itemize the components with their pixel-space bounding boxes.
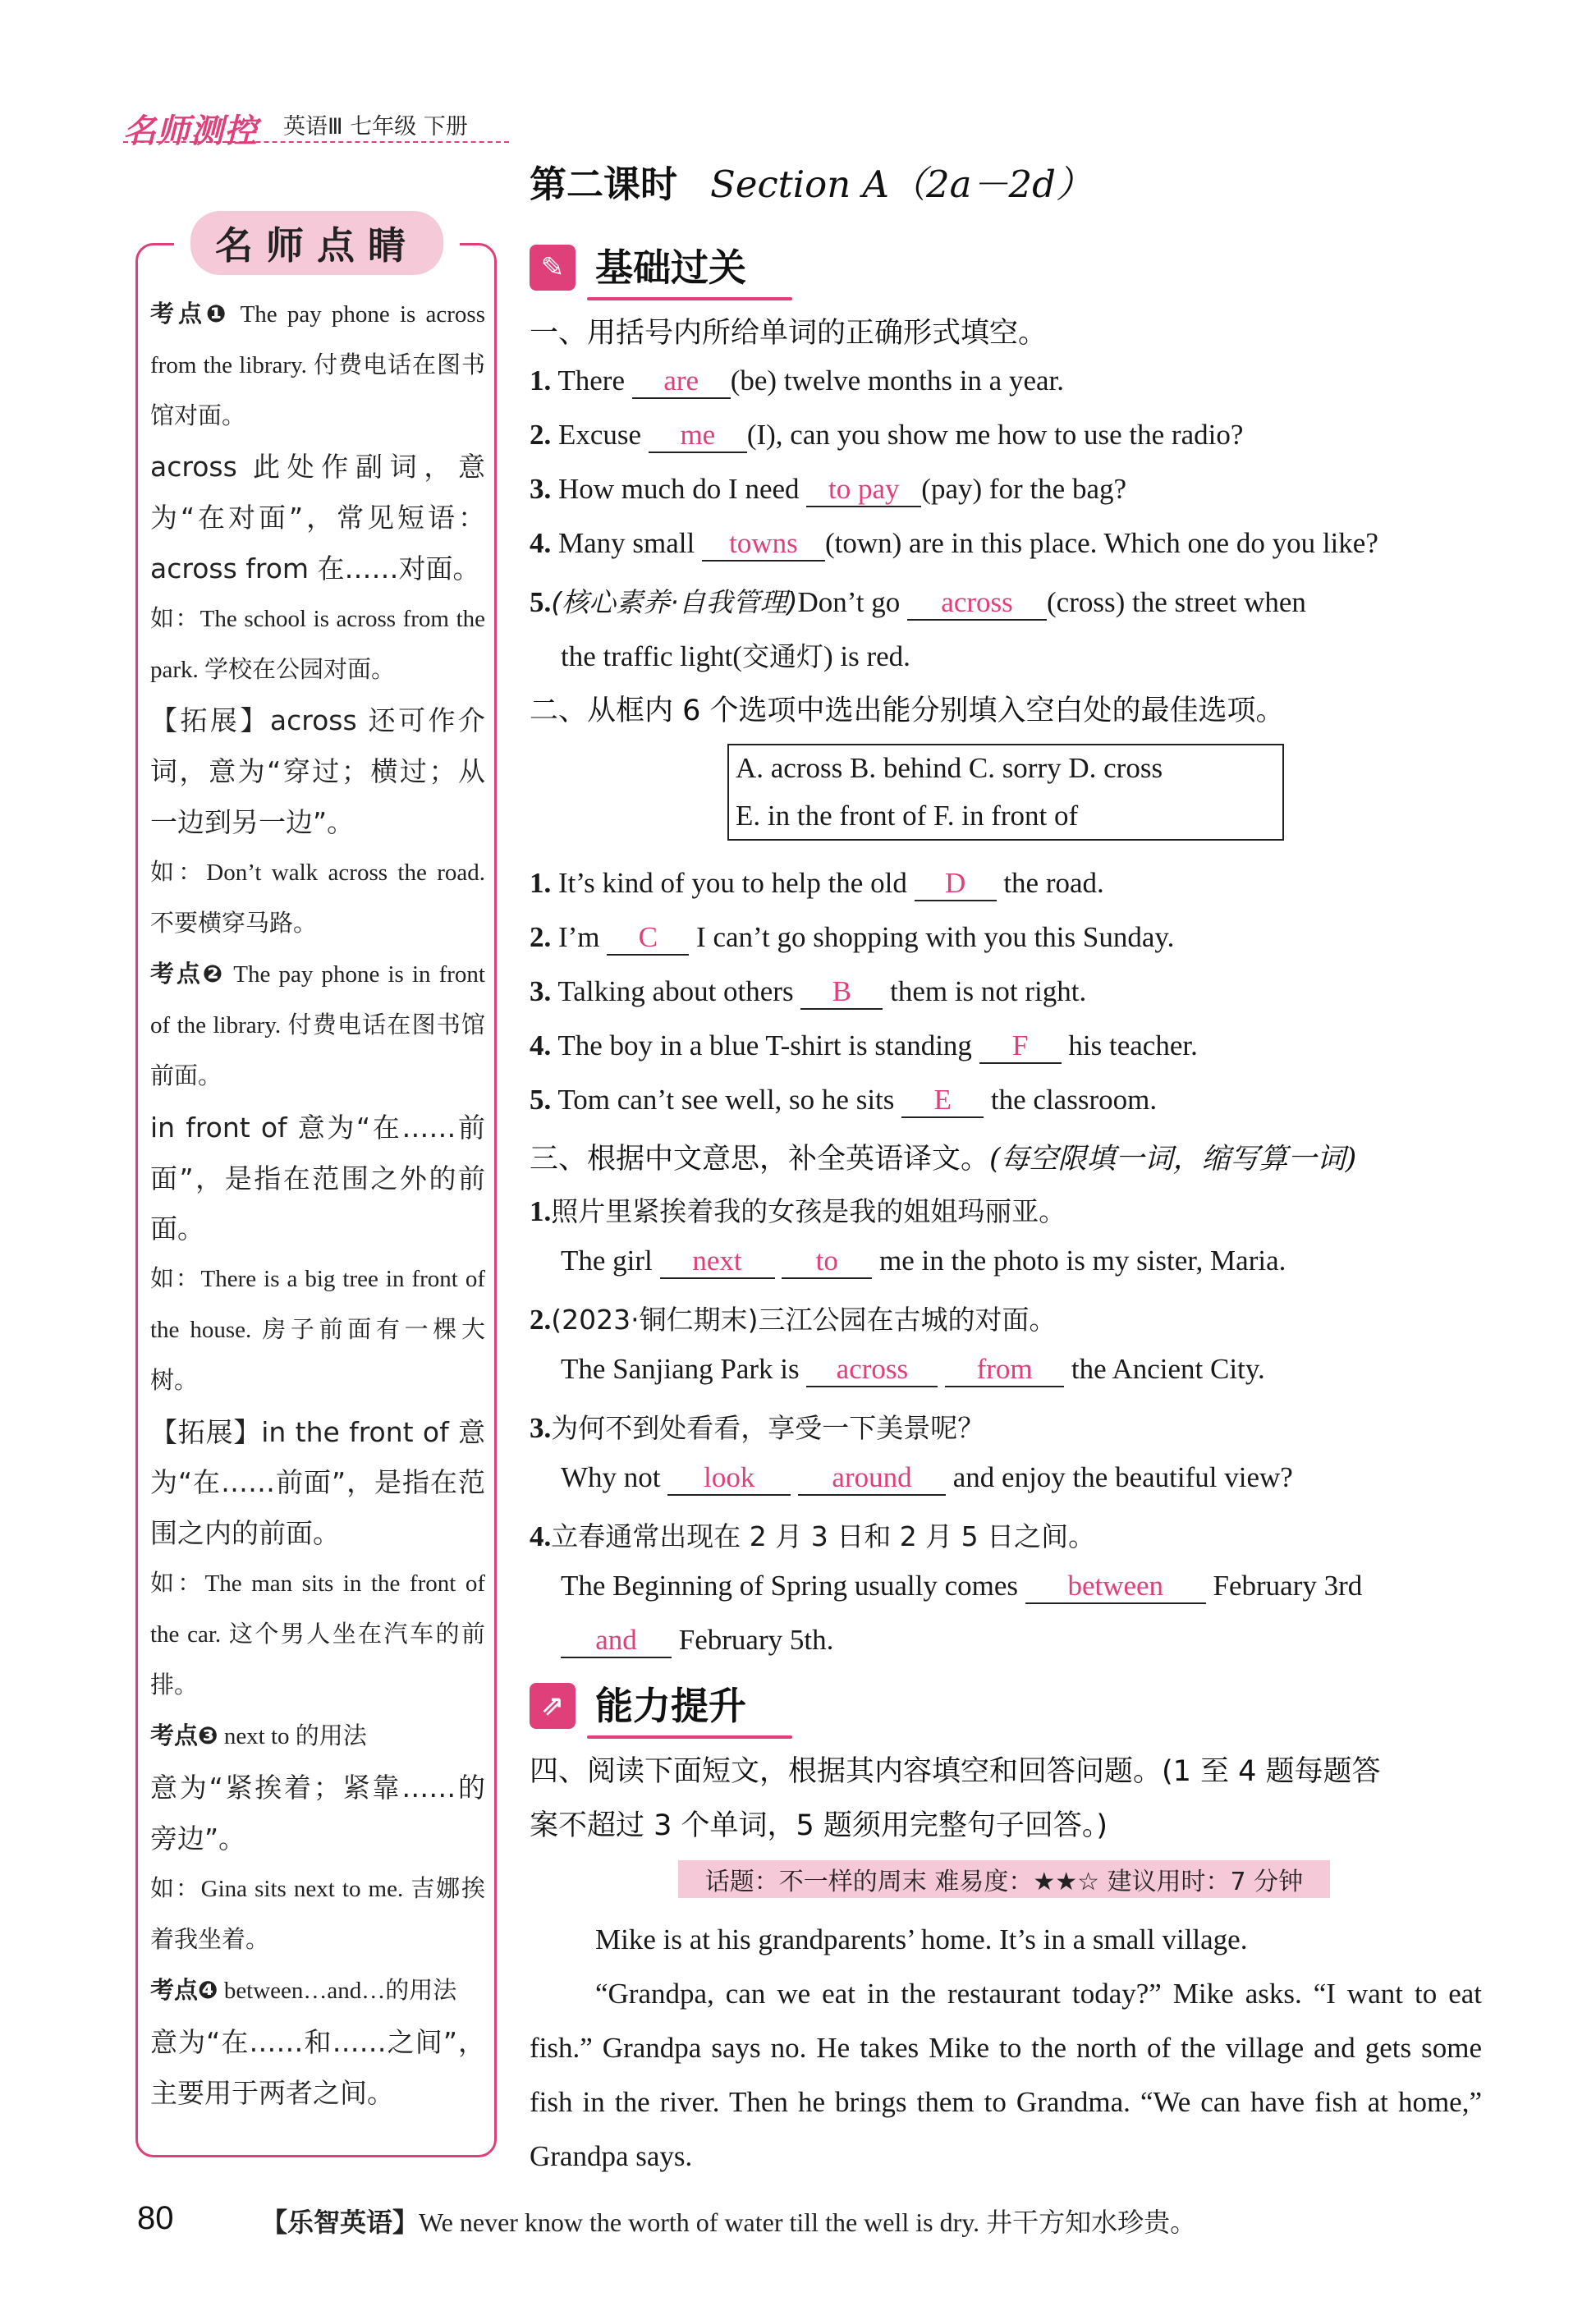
answer-blank[interactable]: towns	[702, 528, 825, 562]
part3-q2-en: The Sanjiang Park is across from the Ancient City.	[561, 1353, 1265, 1387]
answer-blank[interactable]: B	[800, 976, 883, 1010]
book-subject: 英语Ⅲ 七年级 下册	[283, 114, 468, 140]
options-row-2: E. in the front of F. in front of	[736, 800, 1079, 832]
section-basic-title: 基础过关	[595, 238, 746, 297]
answer-blank[interactable]: E	[901, 1084, 984, 1118]
reading-topic-bar: 话题：不一样的周末 难易度：★★☆ 建议用时：7 分钟	[678, 1860, 1330, 1898]
answer-blank[interactable]: look	[667, 1462, 791, 1496]
answer-blank[interactable]: to pay	[806, 474, 921, 507]
answer-blank[interactable]: across	[907, 587, 1047, 621]
point-4-label: 考点❹	[150, 1976, 218, 2005]
answer-blank[interactable]: are	[632, 365, 731, 399]
section-basic-header	[530, 238, 746, 297]
part3-q3-cn: 3.为何不到处看看，享受一下美景呢？	[530, 1412, 985, 1444]
section-advanced-header	[530, 1676, 746, 1735]
answer-blank[interactable]: F	[979, 1030, 1062, 1064]
options-box	[727, 744, 1284, 841]
part1-q2: 2. Excuse me (I), can you show me how to use the radio?	[530, 419, 1243, 453]
sidebar-title-pill: 名师点睛	[190, 211, 443, 275]
answer-blank[interactable]: C	[607, 922, 689, 956]
footer-quote: 【乐智英语】We never know the worth of water till the well is dry. 井干方知水珍贵。	[261, 2207, 1197, 2238]
answer-blank[interactable]: across	[806, 1354, 938, 1387]
part3-q1-cn: 1.照片里紧挨着我的女孩是我的姐姐玛丽亚。	[530, 1195, 1066, 1227]
sidebar-title	[174, 213, 460, 273]
growth-chart-icon: ⇗	[530, 1683, 576, 1729]
note-text: in front of 意为“在……前面”，是指在范围之外的前面。	[150, 1111, 485, 1245]
lesson-title-en: Section A（2a－2d）	[710, 163, 1093, 206]
part1-q5-cont: the traffic light(交通灯) is red.	[561, 640, 910, 672]
note-example: 如：There is a big tree in front of the house. 房子前面有一棵大树。	[150, 1266, 485, 1394]
note-point-1: 考点❶ The pay phone is across from the library. 付费电话在图书馆对面。	[150, 300, 485, 429]
part2-heading: 二、从框内 6 个选项中选出能分别填入空白处的最佳选项。	[530, 695, 1285, 727]
part3-q4-cn: 4.立春通常出现在 2 月 3 日和 2 月 5 日之间。	[530, 1520, 1096, 1552]
part1-heading: 一、用括号内所给单词的正确形式填空。	[530, 317, 1048, 350]
note-extension: 【拓展】across 还可作介词，意为“穿过；横过；从一边到另一边”。	[150, 704, 485, 838]
note-example: 如：The man sits in the front of the car. 这个男人坐在汽车的前排。	[150, 1570, 485, 1699]
part1-q4: 4. Many small towns (town) are in this place. Which one do you like?	[530, 527, 1378, 562]
note-example: 如：Don’t walk across the road. 不要横穿马路。	[150, 859, 485, 937]
lesson-title	[530, 154, 1093, 208]
part1-q1: 1. There are (be) twelve months in a year.	[530, 364, 1064, 399]
sidebar-notes	[150, 289, 485, 2119]
answer-blank[interactable]: to	[782, 1245, 872, 1279]
answer-blank[interactable]: around	[798, 1462, 946, 1496]
point-2-label: 考点❷	[150, 960, 226, 988]
answer-blank[interactable]: D	[915, 868, 997, 901]
part1-q3: 3. How much do I need to pay (pay) for the bag?	[530, 473, 1126, 507]
part2-q1: 1. It’s kind of you to help the old D the road.	[530, 867, 1104, 901]
series-logo: 名师测控	[123, 112, 258, 150]
page-number: 80	[137, 2200, 174, 2236]
header-divider	[123, 141, 509, 143]
part2-q3: 3. Talking about others B them is not right.	[530, 975, 1086, 1010]
note-point-3: 考点❸ next to 的用法	[150, 1721, 367, 1750]
point-1-label: 考点❶	[150, 300, 231, 328]
options-row-1: A. across B. behind C. sorry D. cross	[736, 752, 1163, 784]
note-text: 意为“在……和……之间”，主要用于两者之间。	[150, 2026, 485, 2109]
note-example: 如：The school is across from the park. 学校在公园对面。	[150, 605, 485, 683]
footer-brand: 【乐智英语】	[261, 2207, 420, 2238]
note-point-4: 考点❹ between…and…的用法	[150, 1976, 457, 2005]
part3-q2-cn: 2.(2023·铜仁期末)三江公园在古城的对面。	[530, 1304, 1057, 1336]
note-point-2: 考点❷ The pay phone is in front of the library. 付费电话在图书馆前面。	[150, 960, 485, 1089]
answer-blank[interactable]: between	[1025, 1570, 1206, 1604]
reading-passage	[530, 1913, 1482, 2184]
answer-blank[interactable]: and	[561, 1625, 672, 1658]
part3-q3-en: Why not look around and enjoy the beautiful view?	[561, 1461, 1293, 1496]
part1-q5: 5.(核心素养·自我管理)Don’t go across (cross) the street when	[530, 581, 1306, 621]
passage-paragraph: Mike is at his grandparents’ home. It’s in a small village.	[595, 1923, 1248, 1955]
note-text: 意为“紧挨着；紧靠……的旁边”。	[150, 1772, 485, 1854]
part2-q2: 2. I’m C I can’t go shopping with you this Sunday.	[530, 921, 1174, 956]
note-extension: 【拓展】in the front of 意为“在……前面”，是指在范围之内的前面。	[150, 1415, 485, 1550]
part4-heading-cont: 案不超过 3 个单词，5 题须用完整句子回答。)	[530, 1809, 1108, 1842]
part2-q4: 4. The boy in a blue T-shirt is standing F his teacher.	[530, 1029, 1198, 1064]
passage-paragraph: “Grandpa, can we eat in the restaurant today?” Mike asks. “I want to eat fish.” Grandpa says no. He takes Mike to the north of the village and gets some fish in the river. Then he brings them to Grandma. “We can have fish at home,” Grandpa says.	[530, 1978, 1482, 2172]
section-advanced-title: 能力提升	[595, 1676, 746, 1735]
pencil-icon: ✎	[530, 245, 576, 291]
note-example: 如：Gina sits next to me. 吉娜挨着我坐着。	[150, 1875, 485, 1953]
part2-q5: 5. Tom can’t see well, so he sits E the classroom.	[530, 1084, 1157, 1118]
lesson-title-cn: 第二课时	[530, 163, 678, 206]
part4-heading: 四、阅读下面短文，根据其内容填空和回答问题。(1 至 4 题每题答	[530, 1755, 1381, 1788]
point-3-label: 考点❸	[150, 1721, 218, 1750]
part3-heading: 三、根据中文意思，补全英语译文。(每空限填一词，缩写算一词)	[530, 1143, 1357, 1176]
part3-q4-en-cont: and February 5th.	[561, 1624, 833, 1658]
part3-q1-en: The girl next to me in the photo is my sister, Maria.	[561, 1245, 1286, 1279]
question-tag: (核心素养·自我管理)	[551, 586, 798, 618]
answer-blank[interactable]: next	[660, 1245, 775, 1279]
answer-blank[interactable]: me	[649, 419, 747, 453]
part3-q4-en: The Beginning of Spring usually comes between February 3rd	[561, 1570, 1362, 1604]
answer-blank[interactable]: from	[945, 1354, 1064, 1387]
note-text: across 此处作副词，意为“在对面”，常见短语：across from 在……对面。	[150, 451, 485, 585]
